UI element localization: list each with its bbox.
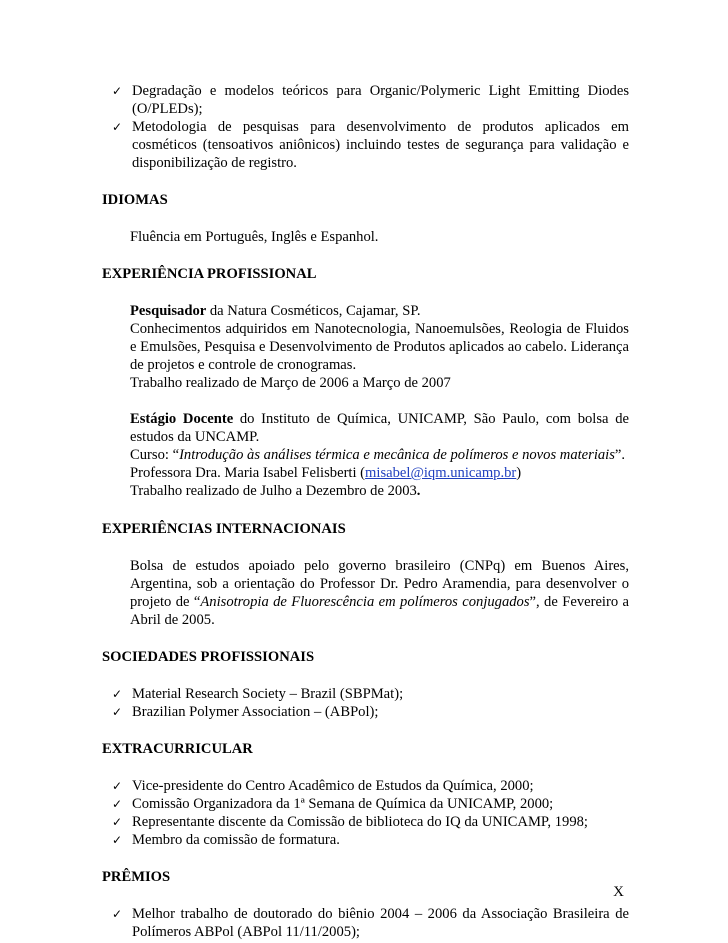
email-link[interactable]: misabel@iqm.unicamp.br xyxy=(365,465,517,481)
section-heading-premios: PRÊMIOS xyxy=(102,869,171,885)
job-description: Conhecimentos adquiridos em Nanotecnologia, Nanoemulsões, Reologia de Fluidos e Emulsões, Pesquisa e Desenvolvimento de Produtos aplicados ao cabelo. Liderança de projetos e controle de cronogramas. xyxy=(130,321,629,373)
extracurricular-list xyxy=(102,777,629,849)
check-icon: ✓ xyxy=(112,779,123,793)
sociedades-list xyxy=(102,685,629,721)
check-icon: ✓ xyxy=(112,705,123,719)
list-item: ✓ Melhor trabalho de doutorado do biênio 2004 – 2006 da Associação Brasileira de Polímeros ABPol (ABPol 11/11/2005); xyxy=(112,906,629,940)
list-item: ✓ Degradação e modelos teóricos para Organic/Polymeric Light Emitting Diodes (O/PLEDs); xyxy=(112,83,629,117)
course-line: Curso: “Introdução às análises térmica e mecânica de polímeros e novos materiais”. xyxy=(130,447,626,463)
section-heading-internacionais: EXPERIÊNCIAS INTERNACIONAIS xyxy=(102,521,346,537)
professor-line: Professora Dra. Maria Isabel Felisberti (misabel@iqm.unicamp.br) xyxy=(130,465,522,481)
section-heading-experiencia: EXPERIÊNCIA PROFISSIONAL xyxy=(102,266,317,282)
section-heading-sociedades: SOCIEDADES PROFISSIONAIS xyxy=(102,649,315,665)
list-item: ✓ Membro da comissão de formatura. xyxy=(112,832,340,848)
list-item: ✓ Comissão Organizadora da 1ª Semana de Química da UNICAMP, 2000; xyxy=(112,796,554,812)
research-topics-list xyxy=(102,82,629,172)
premios-list xyxy=(102,905,629,941)
list-item: ✓ Representante discente da Comissão de biblioteca do IQ da UNICAMP, 1998; xyxy=(112,814,588,830)
job-period: Trabalho realizado de Março de 2006 a Março de 2007 xyxy=(130,375,451,391)
page-content xyxy=(102,82,629,941)
check-icon: ✓ xyxy=(112,687,123,701)
check-icon: ✓ xyxy=(112,833,123,847)
job-unicamp: Estágio Docente do Instituto de Química, UNICAMP, São Paulo, com bolsa de estudos da UNCAMP. Curso: “Introdução às análises térmica e mecânica de polímeros e novos materiais”. Professora Dra. Maria Isabel Felisberti (misabel@iqm.unicamp.br) Trabalho realizado de Julho a Dezembro de 2003. xyxy=(130,411,629,499)
job-period: Trabalho realizado de Julho a Dezembro de 2003. xyxy=(130,483,421,499)
internacionais-text: Bolsa de estudos apoiado pelo governo brasileiro (CNPq) em Buenos Aires, Argentina, sob a orientação do Professor Dr. Pedro Aramendia, para desenvolver o projeto de “Anisotropia de Fluorescência em polímeros conjugados”, de Fevereiro a Abril de 2005. xyxy=(130,558,629,628)
job-title: Pesquisador xyxy=(130,303,207,319)
list-item: ✓ Brazilian Polymer Association – (ABPol); xyxy=(112,704,379,720)
list-item: ✓ Material Research Society – Brazil (SBPMat); xyxy=(112,686,404,702)
check-icon: ✓ xyxy=(112,84,123,98)
check-icon: ✓ xyxy=(112,120,123,134)
job-natura: Pesquisador da Natura Cosméticos, Cajamar, SP. Conhecimentos adquiridos em Nanotecnologia, Nanoemulsões, Reologia de Fluidos e Emulsões, Pesquisa e Desenvolvimento de Produtos aplicados ao cabelo. Liderança de projetos e controle de cronogramas. Trabalho realizado de Março de 2006 a Março de 2007 xyxy=(130,303,629,391)
list-item: ✓ Vice-presidente do Centro Acadêmico de Estudos da Química, 2000; xyxy=(112,778,534,794)
list-item: ✓ Metodologia de pesquisas para desenvolvimento de produtos aplicados em cosméticos (tensoativos aniônicos) incluindo testes de segurança para validação e disponibilização de registro. xyxy=(112,119,629,171)
section-heading-extracurricular: EXTRACURRICULAR xyxy=(102,741,253,757)
page-number: X xyxy=(613,884,624,900)
job-title: Estágio Docente xyxy=(130,411,234,427)
idiomas-text: Fluência em Português, Inglês e Espanhol. xyxy=(130,229,379,245)
check-icon: ✓ xyxy=(112,907,123,921)
section-heading-idiomas: IDIOMAS xyxy=(102,192,168,208)
check-icon: ✓ xyxy=(112,797,123,811)
check-icon: ✓ xyxy=(112,815,123,829)
